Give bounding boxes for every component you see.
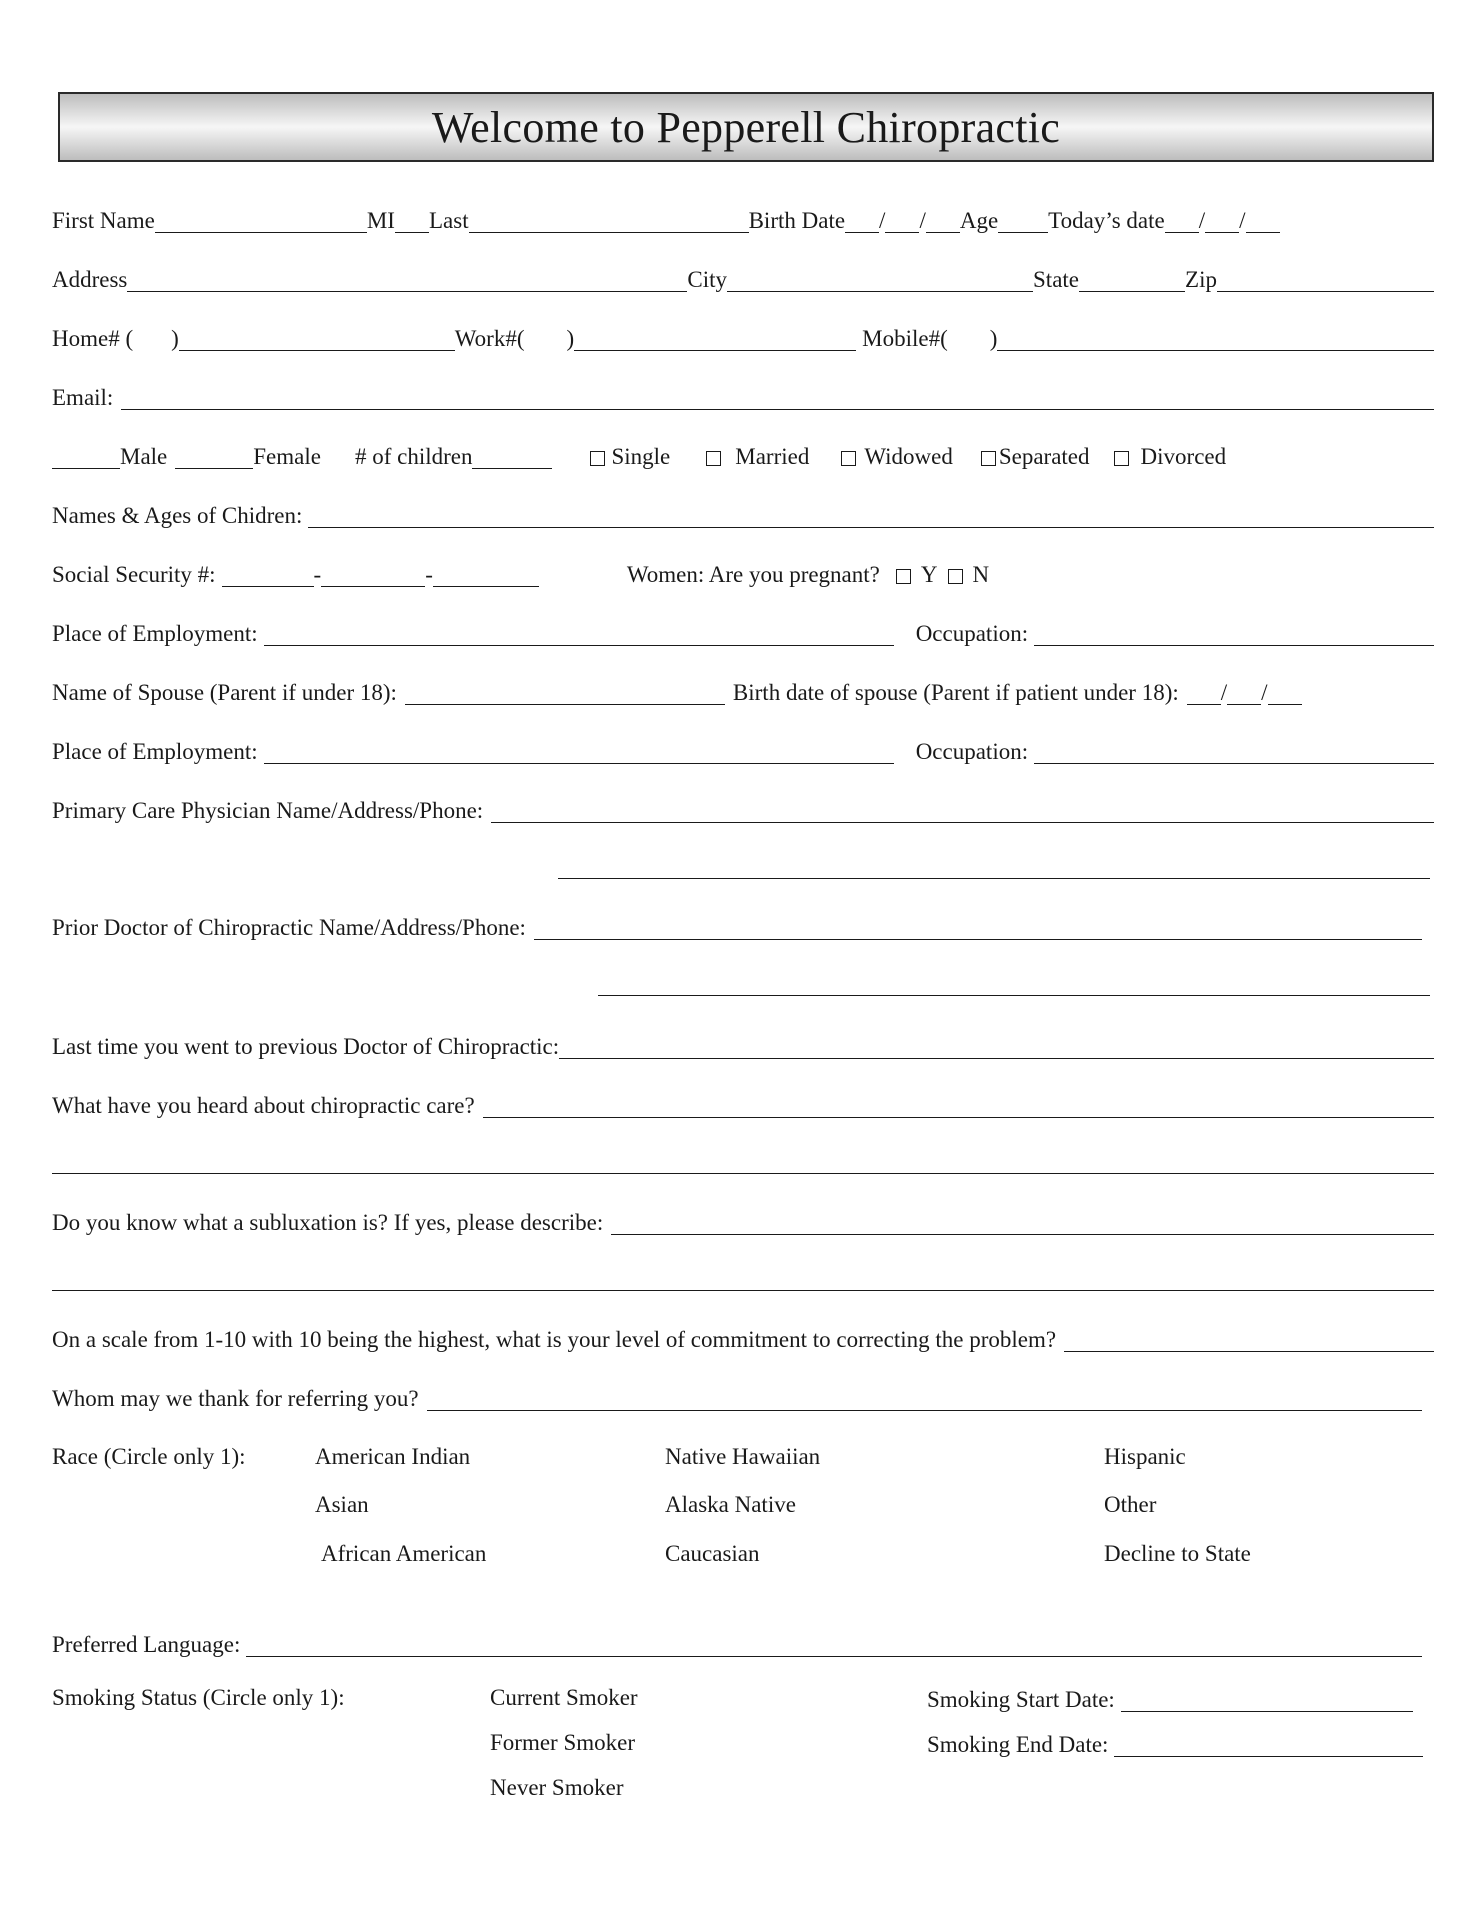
smoking-start-label: Smoking Start Date: — [927, 1687, 1115, 1712]
separated-label: Separated — [998, 444, 1090, 469]
smoking-option[interactable]: Never Smoker — [490, 1775, 624, 1800]
spouse-birth-year-field[interactable] — [1268, 678, 1302, 705]
employment-field[interactable] — [264, 619, 894, 646]
male-label: Male — [120, 444, 168, 469]
widowed-checkbox[interactable] — [841, 451, 856, 466]
today-year-field[interactable] — [1246, 206, 1280, 233]
date-slash: / — [919, 208, 926, 233]
ssn-dash: - — [313, 562, 322, 587]
last-time-label: Last time you went to previous Doctor of Chiropractic: — [52, 1034, 560, 1059]
divorced-checkbox[interactable] — [1114, 451, 1129, 466]
spouse-employment-label: Place of Employment: — [52, 739, 258, 764]
divorced-label: Divorced — [1140, 444, 1227, 469]
mi-field[interactable] — [395, 206, 429, 233]
email-row — [52, 377, 1434, 413]
home-phone-field[interactable] — [179, 324, 455, 351]
name-row — [52, 200, 1434, 236]
pcp-row — [52, 790, 1434, 826]
date-slash: / — [1220, 680, 1228, 705]
todays-date-label: Today’s date — [1048, 208, 1165, 233]
race-option[interactable]: Caucasian — [665, 1541, 760, 1566]
single-label: Single — [611, 444, 671, 469]
female-label: Female — [253, 444, 321, 469]
male-field[interactable] — [52, 442, 120, 469]
heard-label: What have you heard about chiropractic care? — [52, 1093, 475, 1118]
subluxation-field[interactable] — [611, 1208, 1434, 1235]
age-label: Age — [959, 208, 999, 233]
address-label: Address — [52, 267, 128, 292]
gender-marital-row — [52, 436, 1434, 472]
smoking-start-field[interactable] — [1121, 1685, 1413, 1712]
date-slash: / — [879, 208, 886, 233]
children-count-field[interactable] — [472, 442, 552, 469]
city-label: City — [687, 267, 728, 292]
referral-row — [52, 1378, 1422, 1414]
children-names-label: Names & Ages of Chidren: — [52, 503, 303, 528]
address-row — [52, 259, 1434, 295]
children-names-row — [52, 495, 1434, 531]
birth-month-field[interactable] — [845, 206, 879, 233]
paren-close: ) — [171, 326, 179, 351]
spouse-birth-month-field[interactable] — [1187, 678, 1221, 705]
pregnant-no-label: N — [972, 562, 990, 587]
smoking-end-label: Smoking End Date: — [927, 1732, 1109, 1757]
date-slash: / — [1239, 208, 1246, 233]
referral-label: Whom may we thank for referring you? — [52, 1386, 419, 1411]
spouse-occupation-field[interactable] — [1034, 737, 1434, 764]
prior-dc-label: Prior Doctor of Chiropractic Name/Address/Phone: — [52, 915, 526, 940]
last-name-field[interactable] — [469, 206, 749, 233]
subluxation-field-line2[interactable] — [52, 1290, 1434, 1291]
paren-close: ) — [989, 326, 998, 351]
last-time-field[interactable] — [559, 1032, 1434, 1059]
state-field[interactable] — [1079, 265, 1185, 292]
referral-field[interactable] — [427, 1384, 1422, 1411]
today-month-field[interactable] — [1165, 206, 1199, 233]
married-checkbox[interactable] — [706, 451, 721, 466]
children-names-field[interactable] — [308, 501, 1434, 528]
race-option[interactable]: Alaska Native — [665, 1492, 796, 1517]
last-name-label: Last — [428, 208, 469, 233]
city-field[interactable] — [727, 265, 1033, 292]
pcp-field[interactable] — [491, 796, 1434, 823]
single-checkbox[interactable] — [590, 451, 605, 466]
spouse-row — [52, 672, 1434, 708]
home-phone-label: Home# ( — [52, 326, 134, 351]
zip-field[interactable] — [1217, 265, 1434, 292]
spouse-name-field[interactable] — [405, 678, 725, 705]
widowed-label: Widowed — [864, 444, 953, 469]
state-label: State — [1033, 267, 1080, 292]
first-name-label: First Name — [52, 208, 155, 233]
email-label: Email: — [52, 385, 114, 410]
spouse-employment-row — [52, 731, 1434, 767]
spouse-name-label: Name of Spouse (Parent if under 18): — [52, 680, 397, 705]
work-phone-field[interactable] — [574, 324, 856, 351]
language-field[interactable] — [246, 1630, 1422, 1657]
last-time-row — [52, 1026, 1434, 1062]
language-label: Preferred Language: — [52, 1632, 241, 1657]
work-phone-label: Work#( — [454, 326, 525, 351]
smoking-end-field[interactable] — [1114, 1730, 1423, 1757]
race-option[interactable]: Hispanic — [1104, 1444, 1186, 1469]
race-option[interactable]: Decline to State — [1104, 1541, 1251, 1566]
form-title: Welcome to Pepperell Chiropractic — [431, 102, 1061, 152]
birth-day-field[interactable] — [885, 206, 919, 233]
subluxation-label: Do you know what a subluxation is? If yes, please describe: — [52, 1210, 604, 1235]
prior-dc-row — [52, 907, 1422, 943]
date-slash: / — [1261, 680, 1268, 705]
email-field[interactable] — [121, 383, 1434, 410]
race-option[interactable]: American Indian — [315, 1444, 471, 1469]
heard-field[interactable] — [483, 1091, 1434, 1118]
occupation-label: Occupation: — [915, 621, 1029, 646]
smoking-option[interactable]: Current Smoker — [490, 1685, 638, 1710]
language-row — [52, 1624, 1422, 1660]
ssn-part1-field[interactable] — [222, 560, 314, 587]
occupation-field[interactable] — [1034, 619, 1434, 646]
commitment-row — [52, 1319, 1434, 1355]
pcp-label: Primary Care Physician Name/Address/Phone: — [52, 798, 484, 823]
birth-date-label: Birth Date — [748, 208, 846, 233]
spouse-birth-label: Birth date of spouse (Parent if patient under 18): — [732, 680, 1179, 705]
mi-label: MI — [366, 208, 395, 233]
pregnant-yes-checkbox[interactable] — [896, 569, 911, 584]
race-option[interactable]: Asian — [315, 1492, 369, 1517]
prior-dc-field-line2[interactable] — [598, 995, 1430, 996]
employment-row — [52, 613, 1434, 649]
ssn-part3-field[interactable] — [433, 560, 539, 587]
spouse-birth-day-field[interactable] — [1227, 678, 1261, 705]
today-day-field[interactable] — [1205, 206, 1239, 233]
smoking-label: Smoking Status (Circle only 1): — [52, 1685, 345, 1710]
ssn-dash: - — [425, 562, 433, 587]
spouse-employment-field[interactable] — [264, 737, 894, 764]
mobile-phone-label: Mobile#( — [862, 326, 948, 351]
pcp-field-line2[interactable] — [558, 878, 1430, 879]
race-option[interactable]: African American — [321, 1541, 487, 1566]
race-label: Race (Circle only 1): — [52, 1444, 246, 1469]
spouse-occupation-label: Occupation: — [915, 739, 1029, 764]
commitment-label: On a scale from 1-10 with 10 being the highest, what is your level of commitment to correcting the problem? — [52, 1327, 1057, 1352]
ssn-row — [52, 554, 1434, 590]
pregnant-label: Women: Are you pregnant? — [626, 562, 880, 587]
prior-dc-field[interactable] — [534, 913, 1422, 940]
smoking-start-row — [927, 1679, 1413, 1715]
ssn-label: Social Security #: — [52, 562, 216, 587]
separated-checkbox[interactable] — [981, 451, 996, 466]
ssn-part2-field[interactable] — [321, 560, 425, 587]
married-label: Married — [735, 444, 810, 469]
address-field[interactable] — [127, 265, 687, 292]
smoking-option[interactable]: Former Smoker — [490, 1730, 636, 1755]
date-slash: / — [1198, 208, 1206, 233]
age-field[interactable] — [998, 206, 1048, 233]
paren-close: ) — [566, 326, 575, 351]
mobile-phone-field[interactable] — [997, 324, 1434, 351]
birth-year-field[interactable] — [926, 206, 960, 233]
race-option[interactable]: Other — [1104, 1492, 1157, 1517]
employment-label: Place of Employment: — [52, 621, 258, 646]
zip-label: Zip — [1185, 267, 1217, 292]
heard-row — [52, 1085, 1434, 1121]
heard-field-line2[interactable] — [52, 1173, 1434, 1174]
female-field[interactable] — [175, 442, 253, 469]
commitment-field[interactable] — [1064, 1325, 1434, 1352]
phone-row — [52, 318, 1434, 354]
pregnant-yes-label: Y — [920, 562, 938, 587]
smoking-end-row — [927, 1724, 1423, 1760]
pregnant-no-checkbox[interactable] — [948, 569, 963, 584]
first-name-field[interactable] — [155, 206, 367, 233]
race-option[interactable]: Native Hawaiian — [665, 1444, 821, 1469]
form-header — [58, 92, 1434, 162]
subluxation-row — [52, 1202, 1434, 1238]
children-count-label: # of children — [354, 444, 473, 469]
